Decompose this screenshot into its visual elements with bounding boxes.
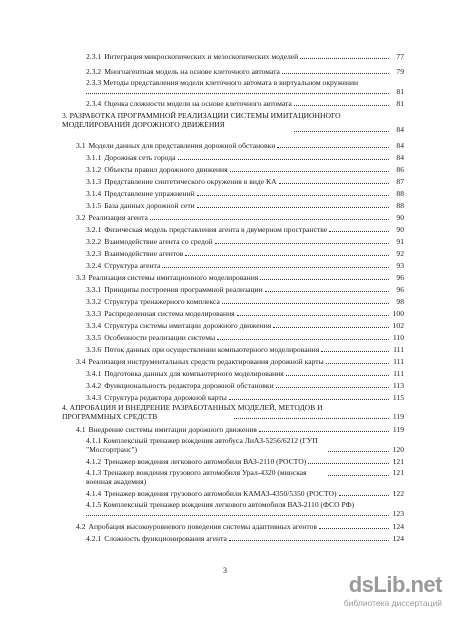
toc-entry-page: 102 bbox=[392, 321, 404, 330]
toc-entry-page: 111 bbox=[393, 369, 404, 378]
toc-entry[interactable] bbox=[76, 357, 404, 366]
toc-entry-number: 3.1.3 bbox=[86, 177, 102, 186]
toc-entry-number: 3.4 bbox=[76, 357, 86, 366]
toc-entry-page: 113 bbox=[392, 381, 404, 390]
toc-entry-page: 122 bbox=[392, 489, 404, 498]
toc-entry-title: Структура тренажерного комплекса bbox=[104, 297, 220, 306]
toc-leader-dots bbox=[217, 339, 389, 340]
toc-entry-page: 87 bbox=[396, 177, 404, 186]
toc-entry-page: 92 bbox=[396, 249, 404, 258]
toc-leader-dots bbox=[197, 207, 389, 208]
toc-leader-dots bbox=[286, 375, 389, 376]
toc-entry-page: 110 bbox=[392, 333, 404, 342]
toc-leader-dots bbox=[294, 105, 389, 106]
toc-leader-dots bbox=[328, 451, 389, 452]
toc-entry-page: 88 bbox=[396, 189, 404, 198]
toc-entry-title: Апробация высокоуровневого поведения системы адаптивных агентов bbox=[88, 522, 317, 531]
toc-leader-dots bbox=[259, 431, 389, 432]
toc-leader-dots bbox=[300, 58, 389, 59]
toc-entry-number: 3. bbox=[62, 111, 68, 120]
toc-entry-number: 3.4.1 bbox=[86, 369, 102, 378]
toc-entry-title: Многоагентная модель на основе клеточного автомата bbox=[104, 67, 280, 76]
toc-leader-dots bbox=[234, 418, 389, 419]
toc-entry-number: 4.1.5 bbox=[86, 500, 102, 509]
toc-entry-page: 123 bbox=[392, 509, 404, 518]
toc-leader-dots bbox=[86, 93, 389, 94]
toc-entry-page: 111 bbox=[393, 357, 404, 366]
toc-entry[interactable] bbox=[76, 425, 404, 434]
toc-entry-title: Сложность функционирования агента bbox=[104, 534, 227, 543]
toc-entry-page: 84 bbox=[396, 125, 404, 134]
toc-entry-title: Принципы построения программной реализации bbox=[104, 285, 263, 294]
toc-entry-number: 4.1 bbox=[76, 425, 86, 434]
toc-entry-title: Объекты правил дорожного движения bbox=[104, 165, 228, 174]
toc-entry-title: Модели данных для представления дорожной обстановки bbox=[88, 141, 276, 150]
toc-entry-title: Интеграция микроскопических и мезоскопических моделей bbox=[104, 52, 299, 61]
toc-entry[interactable] bbox=[86, 52, 404, 61]
toc-entry[interactable] bbox=[76, 273, 404, 282]
watermark bbox=[343, 570, 450, 618]
toc-entry-number: 3.4.2 bbox=[86, 381, 102, 390]
toc-entry-number: 3.3.1 bbox=[86, 285, 102, 294]
toc-entry[interactable] bbox=[86, 225, 404, 234]
toc-entry[interactable] bbox=[86, 345, 404, 354]
toc-entry[interactable] bbox=[86, 393, 404, 402]
toc-entry-title: Реализация системы имитационного моделирования bbox=[88, 273, 259, 282]
toc-entry-page: 90 bbox=[396, 213, 404, 222]
toc-leader-dots bbox=[86, 515, 389, 516]
toc-entry-number: 2.3.4 bbox=[86, 99, 102, 108]
toc-entry-page: 88 bbox=[396, 201, 404, 210]
toc-entry[interactable] bbox=[86, 468, 404, 486]
toc-entry-page: 93 bbox=[396, 261, 404, 270]
toc-entry-title: Поток данных при осуществлении компьютерного моделирования bbox=[104, 345, 320, 354]
toc-entry-title: Комплексный тренажер вождения автобуса ЛиАЗ-5256/6212 (ГУП "Мосгортранс") bbox=[86, 436, 318, 454]
toc-entry-title: База данных дорожной сети bbox=[104, 201, 195, 210]
toc-entry-number: 4.2 bbox=[76, 522, 86, 531]
toc-leader-dots bbox=[185, 255, 389, 256]
toc-entry-title: Представление синтетического окружения в виде КА bbox=[104, 177, 277, 186]
toc-entry[interactable] bbox=[86, 249, 404, 258]
toc-entry-page: 96 bbox=[396, 273, 404, 282]
toc-entry[interactable] bbox=[86, 333, 404, 342]
toc-entry-page: 90 bbox=[396, 225, 404, 234]
toc-entry-number: 3.3.5 bbox=[86, 333, 102, 342]
toc-entry-number: 3.4.3 bbox=[86, 393, 102, 402]
toc-entry-page: 81 bbox=[396, 99, 404, 108]
toc-entry[interactable] bbox=[86, 309, 404, 318]
toc-entry[interactable] bbox=[86, 381, 404, 390]
toc-entry-page: 91 bbox=[396, 237, 404, 246]
toc-entry-title: Распределенная система моделирования bbox=[104, 309, 235, 318]
toc-entry[interactable] bbox=[86, 78, 404, 96]
toc-entry-title: Реализация инструментальных средств редактирования дорожной карты bbox=[88, 357, 324, 366]
toc-entry[interactable] bbox=[76, 213, 404, 222]
toc-leader-dots bbox=[222, 303, 389, 304]
toc-entry-page: 120 bbox=[392, 445, 404, 454]
toc-entry-page: 86 bbox=[396, 165, 404, 174]
toc-entry-title: Оценка сложности модели на основе клеточного автомата bbox=[104, 99, 292, 108]
toc-leader-dots bbox=[265, 291, 389, 292]
toc-chapter-entry[interactable] bbox=[62, 403, 404, 421]
toc-entry[interactable] bbox=[76, 522, 404, 531]
toc-leader-dots bbox=[178, 159, 390, 160]
toc-leader-dots bbox=[328, 475, 389, 476]
toc-entry[interactable] bbox=[86, 297, 404, 306]
toc-leader-dots bbox=[150, 219, 389, 220]
toc-entry-page: 124 bbox=[392, 522, 404, 531]
toc-entry-page: 100 bbox=[392, 309, 404, 318]
toc-entry[interactable] bbox=[86, 177, 404, 186]
toc-entry-number: 4.1.1 bbox=[86, 436, 102, 445]
toc-entry-number: 4.2.1 bbox=[86, 534, 102, 543]
toc-entry-page: 84 bbox=[396, 141, 404, 150]
toc-entry-page: 98 bbox=[396, 297, 404, 306]
toc-entry-number: 3.3.4 bbox=[86, 321, 102, 330]
toc-entry-number: 3.3 bbox=[76, 273, 86, 282]
toc-leader-dots bbox=[321, 351, 389, 352]
toc-entry-page: 115 bbox=[392, 393, 404, 402]
toc-entry[interactable] bbox=[86, 67, 404, 76]
toc-entry-number: 4.1.2 bbox=[86, 457, 102, 466]
toc-entry-number: 3.1.5 bbox=[86, 201, 102, 210]
toc-entry-number: 3.3.6 bbox=[86, 345, 102, 354]
watermark-subtitle: библиотека диссертаций bbox=[343, 598, 442, 608]
toc-entry-number: 2.3.2 bbox=[86, 67, 102, 76]
toc-entry-title: Структура агента bbox=[104, 261, 161, 270]
toc-leader-dots bbox=[326, 363, 389, 364]
toc-entry-title: Тренажер вождения легкового автомобиля ВАЗ-2110 (РОСТО) bbox=[104, 457, 307, 466]
toc-entry-page: 121 bbox=[392, 468, 404, 477]
watermark-logo: dsLib.net bbox=[348, 572, 442, 597]
toc-entry[interactable] bbox=[86, 189, 404, 198]
toc-entry-title: АПРОБАЦИЯ И ВНЕДРЕНИЕ РАЗРАБОТАННЫХ МОДЕЛЕЙ, МЕТОДОВ И ПРОГРАММНЫХ СРЕДСТВ bbox=[62, 403, 323, 421]
toc-entry-page: 124 bbox=[392, 534, 404, 543]
toc-leader-dots bbox=[277, 147, 389, 148]
toc-entry[interactable] bbox=[86, 436, 404, 454]
toc-entry-page: 111 bbox=[393, 345, 404, 354]
toc-entry-title: Структура редактора дорожной карты bbox=[104, 393, 227, 402]
toc-entry[interactable] bbox=[86, 99, 404, 108]
toc-entry-number: 3.1.1 bbox=[86, 153, 102, 162]
toc-entry-title: Методы представления модели клеточного автомата в виртуальном окружении bbox=[103, 78, 359, 87]
toc-entry-number: 4.1.4 bbox=[86, 489, 102, 498]
toc-entry-title: РАЗРАБОТКА ПРОГРАММНОЙ РЕАЛИЗАЦИИ СИСТЕМЫ ИМИТАЦИОННОГО МОДЕЛИРОВАНИЯ ДОРОЖНОГО ДВИЖЕНИЯ bbox=[62, 111, 341, 129]
toc-chapter-entry[interactable] bbox=[62, 111, 404, 134]
toc-entry-number: 3.3.3 bbox=[86, 309, 102, 318]
toc-entry-page: 119 bbox=[392, 412, 404, 421]
toc-entry[interactable] bbox=[86, 489, 404, 498]
toc-leader-dots bbox=[319, 528, 389, 529]
toc-leader-dots bbox=[329, 231, 389, 232]
toc-leader-dots bbox=[229, 540, 389, 541]
toc-entry-title: Физическая модель представления агента в двумерном пространстве bbox=[104, 225, 328, 234]
toc-entry[interactable] bbox=[86, 261, 404, 270]
page-number: 3 bbox=[223, 566, 227, 575]
toc-leader-dots bbox=[237, 315, 389, 316]
toc-leader-dots bbox=[279, 183, 389, 184]
toc-leader-dots bbox=[162, 267, 389, 268]
toc-leader-dots bbox=[276, 387, 389, 388]
toc-entry[interactable] bbox=[86, 534, 404, 543]
toc-entry-title: Тренажер вождения грузового автомобиля Урал-4320 (минская военная академия) bbox=[86, 468, 307, 486]
toc-entry[interactable] bbox=[86, 457, 404, 466]
toc-entry-page: 96 bbox=[396, 285, 404, 294]
toc-leader-dots bbox=[230, 171, 389, 172]
toc-entry-number: 3.2 bbox=[76, 213, 86, 222]
toc-leader-dots bbox=[197, 195, 389, 196]
toc-entry[interactable] bbox=[86, 321, 404, 330]
toc-entry-title: Взаимодействие агентов bbox=[104, 249, 184, 258]
toc-entry-page: 84 bbox=[396, 153, 404, 162]
toc-entry-page: 119 bbox=[392, 425, 404, 434]
toc-leader-dots bbox=[229, 399, 389, 400]
toc-entry-number: 3.1.4 bbox=[86, 189, 102, 198]
toc-entry-number: 3.2.3 bbox=[86, 249, 102, 258]
toc-entry-title: Представление упражнений bbox=[104, 189, 195, 198]
toc-leader-dots bbox=[294, 131, 389, 132]
toc-entry-title: Подготовка данных для компьютерного моделирования bbox=[104, 369, 284, 378]
toc-entry-number: 3.2.2 bbox=[86, 237, 102, 246]
toc-entry[interactable] bbox=[86, 165, 404, 174]
toc-entry-title: Особенности реализации системы bbox=[104, 333, 216, 342]
toc-entry-title: Структура системы имитации дорожного движения bbox=[104, 321, 272, 330]
toc-leader-dots bbox=[339, 495, 389, 496]
toc-entry-page: 79 bbox=[396, 67, 404, 76]
toc-entry-number: 2.3.3 bbox=[86, 78, 102, 87]
toc-entry-number: 4.1.3 bbox=[86, 468, 102, 477]
toc-entry[interactable] bbox=[76, 141, 404, 150]
toc-leader-dots bbox=[273, 327, 389, 328]
toc-entry-number: 3.1 bbox=[76, 141, 86, 150]
toc-leader-dots bbox=[215, 243, 389, 244]
toc-entry-number: 3.2.4 bbox=[86, 261, 102, 270]
toc-entry[interactable] bbox=[86, 237, 404, 246]
toc-entry-page: 81 bbox=[396, 87, 404, 96]
toc-leader-dots bbox=[260, 279, 389, 280]
toc-entry-number: 3.3.2 bbox=[86, 297, 102, 306]
toc-entry-title: Тренажер вождения грузового автомобиля КАМАЗ-4350/5350 (РОСТО) bbox=[104, 489, 337, 498]
toc-entry[interactable] bbox=[86, 153, 404, 162]
toc-entry-title: Дорожная сеть города bbox=[104, 153, 176, 162]
toc-entry[interactable] bbox=[86, 201, 404, 210]
toc-entry-title: Функциональность редактора дорожной обстановки bbox=[104, 381, 274, 390]
toc-entry-number: 2.3.1 bbox=[86, 52, 102, 61]
toc-entry-number: 3.2.1 bbox=[86, 225, 102, 234]
toc-entry-title: Внедрение системы имитации дорожного движения bbox=[88, 425, 257, 434]
toc-entry-number: 4. bbox=[62, 403, 68, 412]
toc-entry-title: Реализация агента bbox=[88, 213, 148, 222]
toc-entry-page: 121 bbox=[392, 457, 404, 466]
toc-entry[interactable] bbox=[86, 285, 404, 294]
toc-entry-title: Комплексный тренажер вождения легкового автомобиля ВАЗ-2110 (ФСО РФ) bbox=[103, 500, 355, 509]
toc-entry-title: Взаимодействие агента со средой bbox=[104, 237, 213, 246]
toc-leader-dots bbox=[282, 73, 389, 74]
toc-entry[interactable] bbox=[86, 369, 404, 378]
toc-entry-page: 77 bbox=[396, 52, 404, 61]
toc-leader-dots bbox=[308, 463, 389, 464]
toc-entry-number: 3.1.2 bbox=[86, 165, 102, 174]
toc-entry[interactable] bbox=[86, 500, 404, 518]
